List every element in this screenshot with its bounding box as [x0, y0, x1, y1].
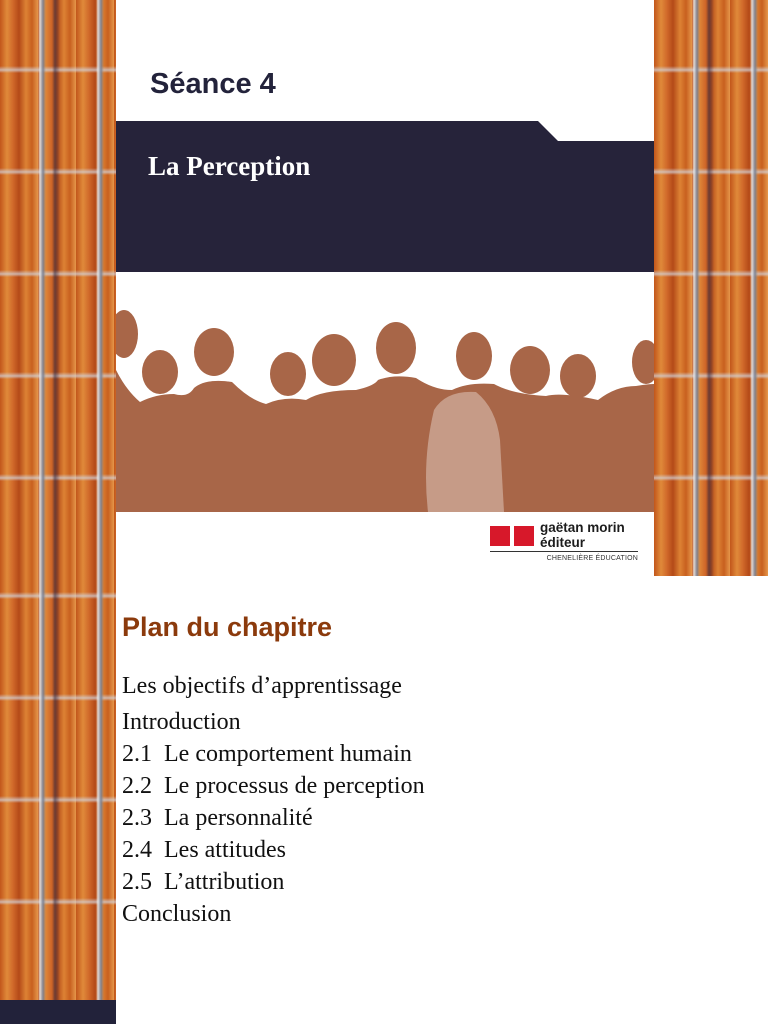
list-item: Les objectifs d’apprentissage — [122, 673, 402, 699]
chapter-plan-title: Plan du chapitre — [122, 612, 333, 642]
list-item: 2.5 L’attribution — [122, 869, 285, 895]
list-item: 2.2 Le processus de perception — [122, 773, 425, 799]
wood-texture-left-top — [0, 0, 116, 576]
session-heading: Séance 4 — [150, 68, 276, 100]
logo-square-icon — [490, 526, 510, 546]
logo-square-icon — [514, 526, 534, 546]
list-item: 2.4 Les attitudes — [122, 837, 286, 863]
publisher-logo — [490, 520, 640, 566]
list-item: Introduction — [122, 709, 241, 735]
logo-line-1: gaëtan morin — [540, 520, 625, 535]
list-item: Conclusion — [122, 901, 232, 927]
list-item: 2.1 Le comportement humain — [122, 741, 412, 767]
chapter-plan-slide — [116, 576, 768, 1024]
banner-title: La Perception — [148, 151, 311, 181]
wood-texture-left-bottom — [0, 576, 116, 1000]
title-slide — [116, 0, 654, 576]
wood-texture-right-top — [654, 0, 768, 576]
bottom-dark-strip — [0, 1000, 116, 1024]
chapter-plan-list — [122, 670, 425, 930]
banner-notch — [538, 121, 654, 141]
logo-subtitle: CHENELIÈRE ÉDUCATION — [546, 555, 638, 562]
title-banner — [116, 121, 654, 272]
crowd-silhouette-image — [116, 290, 654, 512]
logo-divider — [490, 551, 638, 552]
list-item: 2.3 La personnalité — [122, 805, 313, 831]
logo-line-2: éditeur — [540, 535, 586, 550]
